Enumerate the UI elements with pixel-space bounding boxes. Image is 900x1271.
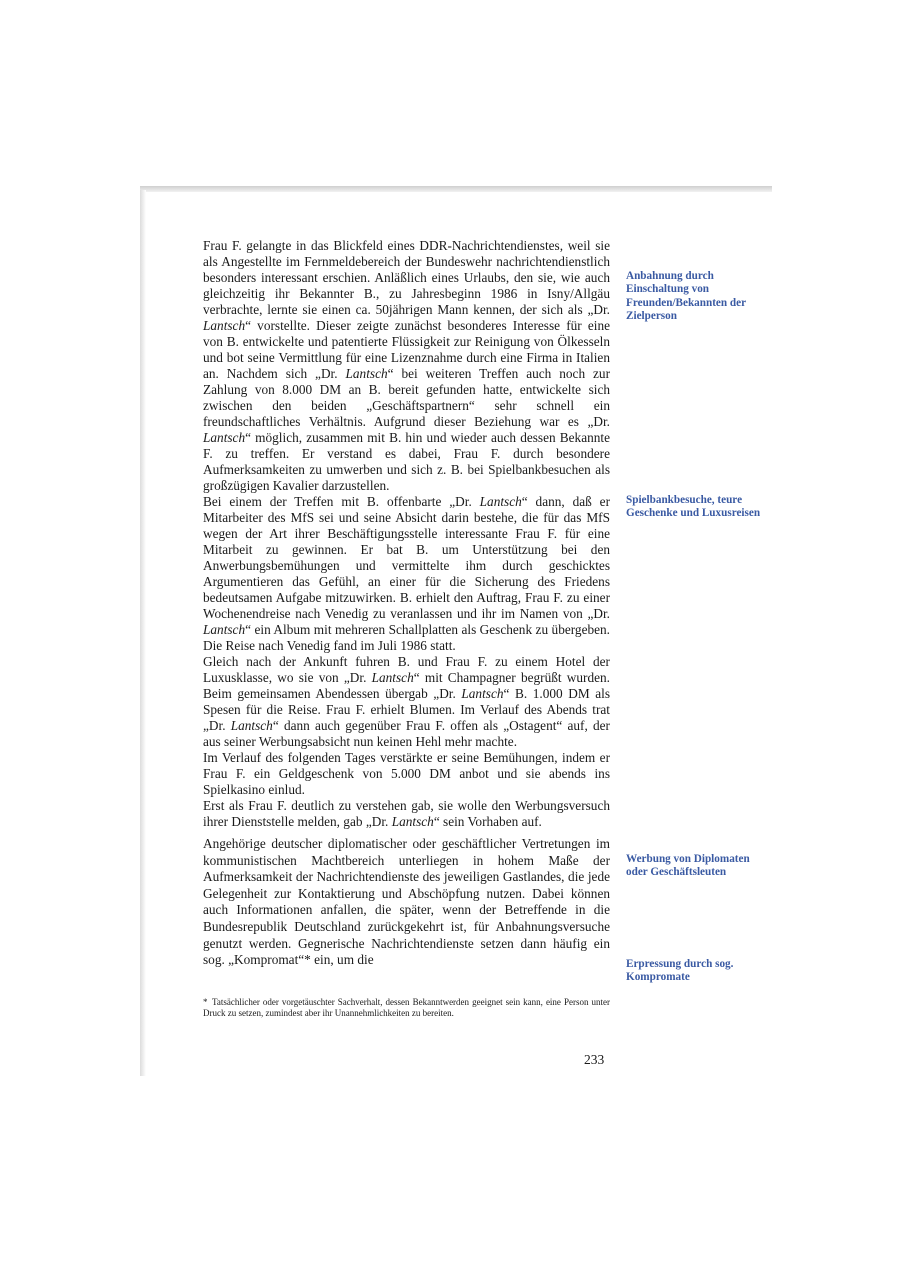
main-text-column	[203, 238, 610, 969]
footnote-mark: *	[203, 997, 208, 1007]
scan-shadow-top	[140, 186, 772, 192]
scan-shadow-left	[140, 190, 146, 1076]
paragraph-5: Erst als Frau F. deutlich zu verstehen gab, sie wolle den Werbungsversuch ihrer Dienststelle melden, gab „Dr. Lantsch“ sein Vorhaben auf.	[203, 798, 610, 829]
footnote-text: Tatsächlicher oder vorgetäuschter Sachverhalt, dessen Bekanntwerden geeignet sein kann, eine Person unter Druck zu setzen, zumindest aber ihr Unannehmlichkeiten zu bereiten.	[203, 997, 610, 1018]
margin-note-3: Werbung von Diplomaten oder Geschäftsleuten	[626, 853, 750, 879]
paragraph-1: Frau F. gelangte in das Blickfeld eines DDR-Nachrichtendienstes, weil sie als Angestellte im Fernmeldebereich der Bundeswehr nachrichtendienstlich besonders interessant erschien. Anläßlich eines Urlaubs, den sie, wie auch gleichzeitig ihr Bekannter B., zu Jahresbeginn 1986 in Isny/Allgäu verbrachte, lernte sie einen ca. 50jährigen Mann kennen, der sich als „Dr. Lantsch“ vorstellte. Dieser zeigte zunächst besonderes Interesse für eine von B. entwickelte und patentierte Flüssigkeit zur Reinigung von Ölkesseln und bot seine Vermittlung für eine Lizenznahme durch eine Firma in Italien an. Nachdem sich „Dr. Lantsch“ bei weiteren Treffen auch noch zur Zahlung von 8.000 DM an B. bereit gefunden hatte, entwickelte sich zwischen den beiden „Geschäftspartnern“ sehr schnell ein freundschaftliches Verhältnis. Aufgrund dieser Beziehung war es „Dr. Lantsch“ möglich, zusammen mit B. hin und wieder auch dessen Bekannte F. zu treffen. Er verstand es dabei, Frau F. durch besondere Aufmerksamkeiten zu umwerben und sich z. B. bei Spielbankbesuchen als großzügigen Kavalier darzustellen.	[203, 238, 611, 493]
footnote	[203, 997, 610, 1018]
margin-note-1: Anbahnung durch Einschaltung von Freunden/Bekannten der Zielperson	[626, 270, 746, 323]
paragraph-4: Im Verlauf des folgenden Tages verstärkte er seine Bemühungen, indem er Frau F. ein Geldgeschenk von 5.000 DM anbot und sie abends ins Spielkasino einlud.	[203, 750, 610, 797]
margin-note-4: Erpressung durch sog. Kompromate	[626, 958, 734, 984]
page-number: 233	[584, 1052, 605, 1067]
paragraph-2: Bei einem der Treffen mit B. offenbarte „Dr. Lantsch“ dann, daß er Mitarbeiter des MfS sei und seine Absicht darin bestehe, die für das MfS wegen der Art ihrer Beschäftigungsstelle interessante Frau F. für eine Mitarbeit zu gewinnen. Er bat B. um Unterstützung bei den Anwerbungsbemühungen und vermittelte ihm durch geschicktes Argumentieren das Gefühl, an einer für die Sicherung des Friedens bedeutsamen Aufgabe mitzuwirken. B. erhielt den Auftrag, Frau F. zu einer Wochenendreise nach Venedig zu veranlassen und ihr im Namen von „Dr. Lantsch“ ein Album mit mehreren Schallplatten als Geschenk zu übergeben. Die Reise nach Venedig fand im Juli 1986 statt.	[203, 494, 610, 653]
paragraph-3: Gleich nach der Ankunft fuhren B. und Frau F. zu einem Hotel der Luxusklasse, wo sie von „Dr. Lantsch“ mit Champagner begrüßt wurden. Beim gemeinsamen Abendessen übergab „Dr. Lantsch“ B. 1.000 DM als Spesen für die Reise. Frau F. erhielt Blumen. Im Verlauf des Abends trat „Dr. Lantsch“ dann auch gegenüber Frau F. offen als „Ostagent“ auf, der aus seiner Werbungsabsicht nun keinen Hehl mehr machte.	[203, 654, 610, 749]
paragraph-6: Angehörige deutscher diplomatischer oder geschäftlicher Vertretungen im kommunistischen Machtbereich unterliegen in hohem Maße der Aufmerksamkeit der Nachrichtendienste des jeweiligen Gastlandes, die jede Gelegenheit zur Kontaktierung und Abschöpfung nutzen. Dabei können auch Informationen anfallen, die später, wenn der Betreffende in die Bundesrepublik Deutschland zurückgekehrt ist, für Anbahnungsversuche genutzt werden. Gegnerische Nachrichtendienste setzen dann häufig ein sog. „Kompromat“* ein, um die	[203, 836, 610, 968]
margin-note-2: Spielbankbesuche, teure Geschenke und Luxusreisen	[626, 494, 761, 520]
